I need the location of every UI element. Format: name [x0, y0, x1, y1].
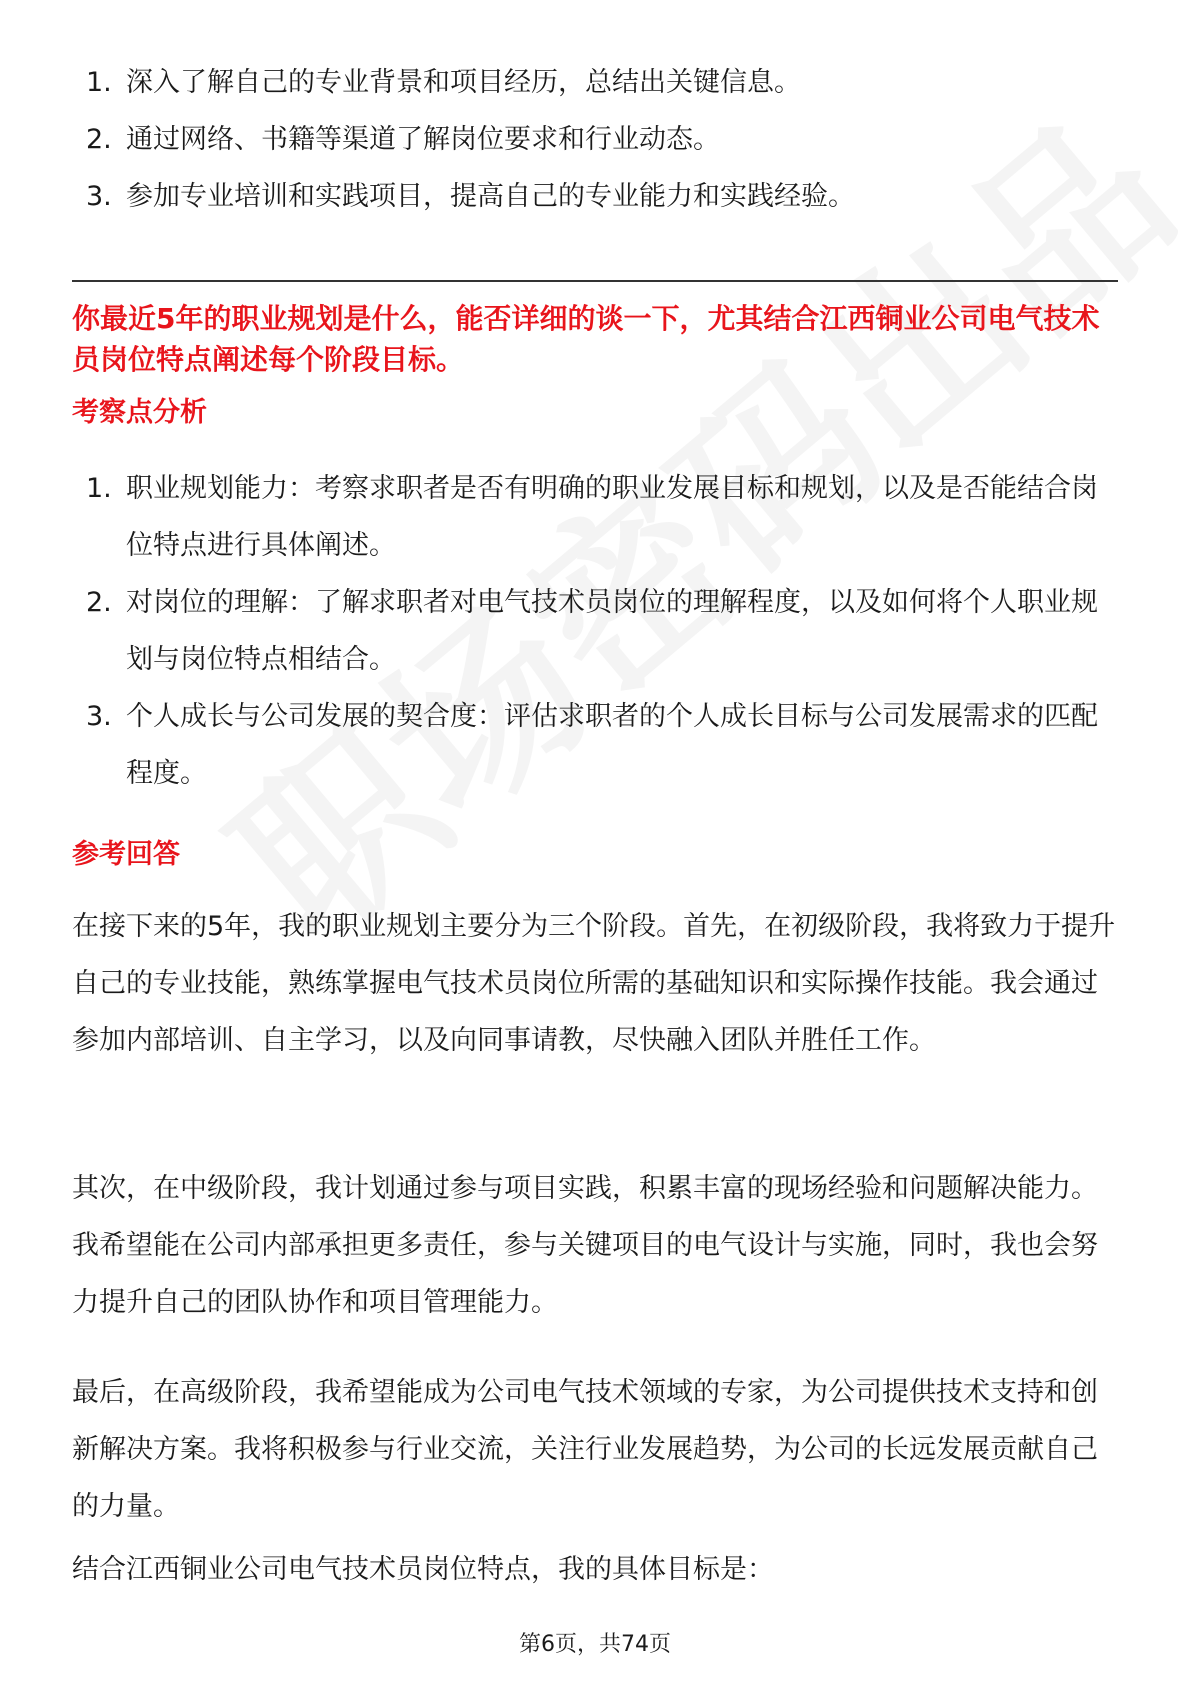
section-divider	[72, 280, 1118, 282]
list-item	[0, 111, 1190, 168]
intro-list	[0, 54, 1190, 225]
list-number: 2.	[86, 124, 112, 155]
answer-paragraph: 最后，在高级阶段，我希望能成为公司电气技术领域的专家，为公司提供技术支持和创新解决方案。我将积极参与行业交流，关注行业发展趋势，为公司的长远发展贡献自己的力量。	[72, 1377, 1098, 1522]
list-item	[0, 54, 1190, 111]
list-number: 3.	[86, 701, 112, 732]
list-number: 1.	[86, 67, 112, 98]
answer-paragraph: 其次，在中级阶段，我计划通过参与项目实践，积累丰富的现场经验和问题解决能力。我希望能在公司内部承担更多责任，参与关键项目的电气设计与实施，同时，我也会努力提升自己的团队协作和项目管理能力。	[72, 1173, 1098, 1318]
list-item-text: 对岗位的理解：了解求职者对电气技术员岗位的理解程度，以及如何将个人职业规划与岗位特点相结合。	[126, 587, 1098, 675]
analysis-heading: 考察点分析	[72, 397, 207, 428]
list-number: 1.	[86, 473, 112, 504]
analysis-list	[0, 460, 1190, 802]
answer-heading: 参考回答	[72, 839, 180, 870]
answer-paragraph: 结合江西铜业公司电气技术员岗位特点，我的具体目标是：	[72, 1554, 774, 1585]
list-item-text: 职业规划能力：考察求职者是否有明确的职业发展目标和规划，以及是否能结合岗位特点进行具体阐述。	[126, 473, 1098, 561]
list-item-text: 深入了解自己的专业背景和项目经历，总结出关键信息。	[126, 67, 801, 98]
list-item-text: 通过网络、书籍等渠道了解岗位要求和行业动态。	[126, 124, 720, 155]
list-number: 2.	[86, 587, 112, 618]
list-item-text: 参加专业培训和实践项目，提高自己的专业能力和实践经验。	[126, 181, 855, 212]
list-item	[0, 574, 1190, 688]
list-item	[0, 460, 1190, 574]
list-number: 3.	[86, 181, 112, 212]
answer-paragraph: 在接下来的5年，我的职业规划主要分为三个阶段。首先，在初级阶段，我将致力于提升自己的专业技能，熟练掌握电气技术员岗位所需的基础知识和实际操作技能。我会通过参加内部培训、自主学习，以及向同事请教，尽快融入团队并胜任工作。	[72, 911, 1116, 1056]
page-number: 第6页，共74页	[519, 1632, 671, 1657]
list-item	[0, 688, 1190, 802]
list-item	[0, 168, 1190, 225]
question-title: 你最近5年的职业规划是什么，能否详细的谈一下，尤其结合江西铜业公司电气技术员岗位特点阐述每个阶段目标。	[72, 302, 1100, 376]
list-item-text: 个人成长与公司发展的契合度：评估求职者的个人成长目标与公司发展需求的匹配程度。	[126, 701, 1098, 789]
